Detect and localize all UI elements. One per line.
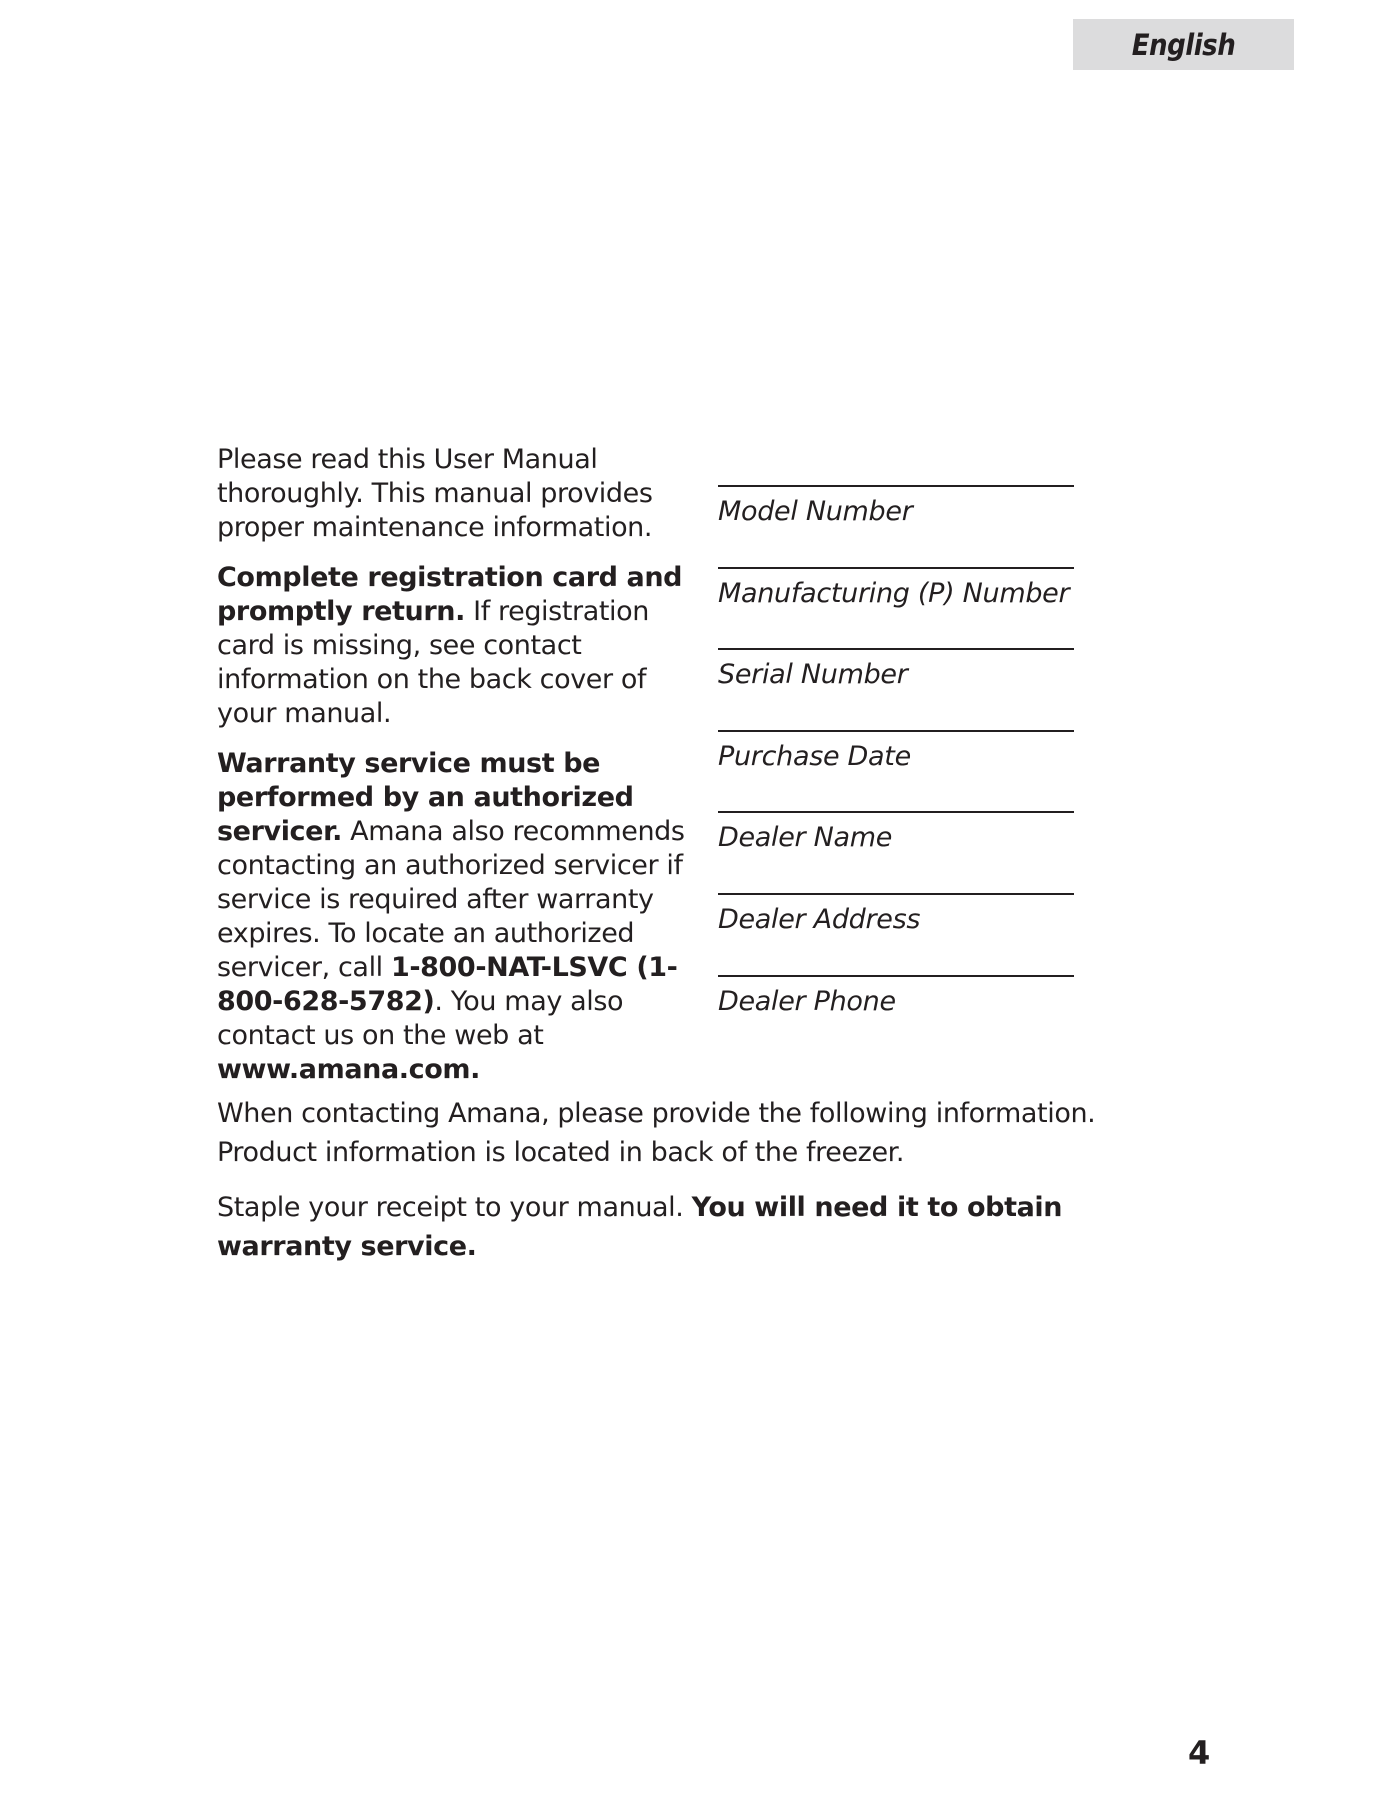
form-field-dealer-name[interactable] <box>718 811 1074 893</box>
receipt-bold: You will need it to obtain warranty service. <box>217 1192 1063 1262</box>
form-field-purchase-date[interactable] <box>718 730 1074 812</box>
form-field-dealer-address[interactable] <box>718 893 1074 975</box>
warranty-website: www.amana.com. <box>217 1054 480 1085</box>
product-info-form <box>718 485 1074 1056</box>
instructions-column <box>217 443 687 1087</box>
form-field-manufacturing-number[interactable] <box>718 567 1074 649</box>
field-label: Dealer Phone <box>718 985 896 1017</box>
receipt-paragraph <box>217 1188 1197 1266</box>
field-label: Serial Number <box>718 659 908 691</box>
form-field-serial-number[interactable] <box>718 648 1074 730</box>
registration-paragraph <box>217 561 687 731</box>
field-label: Model Number <box>718 496 913 527</box>
form-field-dealer-phone[interactable] <box>718 975 1074 1057</box>
form-field-model-number[interactable] <box>718 485 1074 567</box>
contact-paragraph: When contacting Amana, please provide the following information. Product information is located in back of the freezer. <box>217 1098 1096 1168</box>
warranty-text-1: Amana also recommends contacting an authorized servicer if service is required after warranty expires. To locate an authorized servicer, call <box>217 816 685 983</box>
field-label: Manufacturing (P) Number <box>718 577 1070 609</box>
field-label: Dealer Address <box>718 903 921 935</box>
bottom-notes <box>217 1094 1197 1282</box>
registration-text: If registration card is missing, see contact information on the back cover of your manual. <box>217 596 649 729</box>
field-label: Purchase Date <box>718 740 911 772</box>
language-tab: English <box>1073 19 1294 70</box>
page-number: 4 <box>1188 1734 1211 1772</box>
warranty-phone: 1-800-NAT-LSVC (1-800-628-5782) <box>217 952 678 1017</box>
intro-paragraph: Please read this User Manual thoroughly. This manual provides proper maintenance information. <box>217 444 653 543</box>
warranty-paragraph <box>217 747 687 1087</box>
receipt-text: Staple your receipt to your manual. <box>217 1192 692 1223</box>
warranty-bold: Warranty service must be performed by an authorized servicer. <box>217 748 634 847</box>
registration-bold: Complete registration card and promptly return. <box>217 562 683 627</box>
warranty-text-2: . You may also contact us on the web at <box>217 986 624 1051</box>
field-label: Dealer Name <box>718 822 893 854</box>
